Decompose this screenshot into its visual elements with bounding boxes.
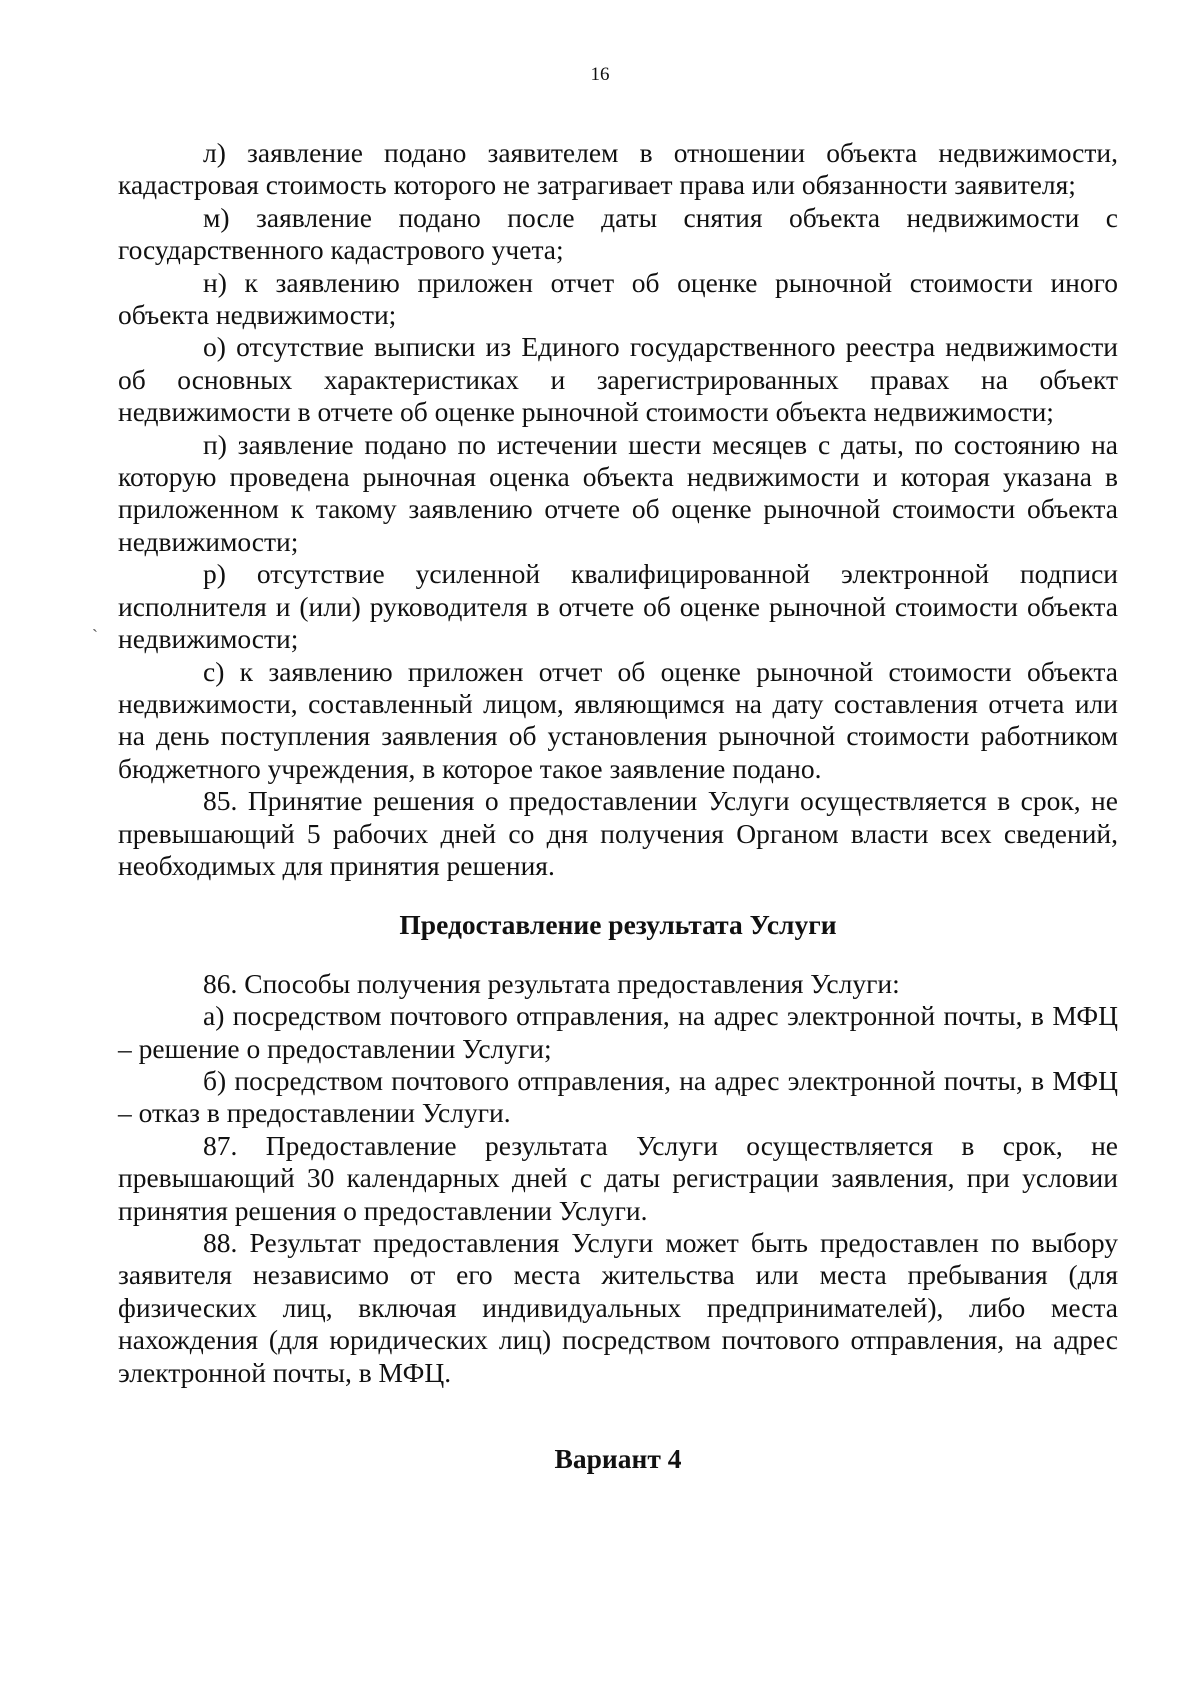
margin-mark: ˏ [92,612,98,632]
section-heading: Предоставление результата Услуги [399,909,837,941]
paragraph-item-s: с) к заявлению приложен отчет об оценке рыночной стоимости объекта недвижимости, составленный лицом, являющимся на дату составления отчета или на день поступления заявления об установления рыночной стоимости работником бюджетного учреждения, в которое такое заявление подано. [118,655,1118,784]
page-number: 16 [590,64,610,85]
paragraph-item-p: п) заявление подано по истечении шести месяцев с даты, по состоянию на которую проведена рыночная оценка объекта недвижимости и которая указана в приложенном к такому заявлению отчете об оценке рыночной стоимости объекта недвижимости; [118,428,1118,557]
paragraph-item-n: н) к заявлению приложен отчет об оценке рыночной стоимости иного объекта недвижимости; [118,266,1118,331]
paragraph-item-r: р) отсутствие усиленной квалифицированной электронной подписи исполнителя и (или) руководителя в отчете об оценке рыночной стоимости объекта недвижимости; [118,558,1118,655]
paragraph-86: 86. Способы получения результата предоставления Услуги: [203,967,900,999]
document-body [118,137,1118,1475]
paragraph-item-a: а) посредством почтового отправления, на адрес электронной почты, в МФЦ – решение о предоставлении Услуги; [118,1000,1118,1064]
variant-heading: Вариант 4 [554,1443,682,1475]
paragraph-87: 87. Предоставление результата Услуги осуществляется в срок, не превышающий 30 календарных дней с даты регистрации заявления, при условии принятия решения о предоставлении Услуги. [118,1129,1118,1226]
paragraph-item-m: м) заявление подано после даты снятия объекта недвижимости с государственного кадастрового учета; [118,201,1118,266]
paragraph-item-o: о) отсутствие выписки из Единого государственного реестра недвижимости об основных характеристиках и зарегистрированных правах на объект недвижимости в отчете об оценке рыночной стоимости объекта недвижимости; [118,331,1118,428]
paragraph-item-b: б) посредством почтового отправления, на адрес электронной почты, в МФЦ – отказ в предоставлении Услуги. [118,1064,1118,1129]
paragraph-88: 88. Результат предоставления Услуги может быть предоставлен по выбору заявителя независимо от его места жительства или места пребывания (для физических лиц, включая индивидуальных предпринимателей), либо места нахождения (для юридических лиц) посредством почтового отправления, на адрес электронной почты, в МФЦ. [118,1227,1118,1388]
paragraph-85: 85. Принятие решения о предоставлении Услуги осуществляется в срок, не превышающий 5 рабочих дней со дня получения Органом власти всех сведений, необходимых для принятия решения. [118,785,1118,881]
paragraph-item-l: л) заявление подано заявителем в отношении объекта недвижимости, кадастровая стоимость которого не затрагивает права или обязанности заявителя; [118,137,1118,201]
